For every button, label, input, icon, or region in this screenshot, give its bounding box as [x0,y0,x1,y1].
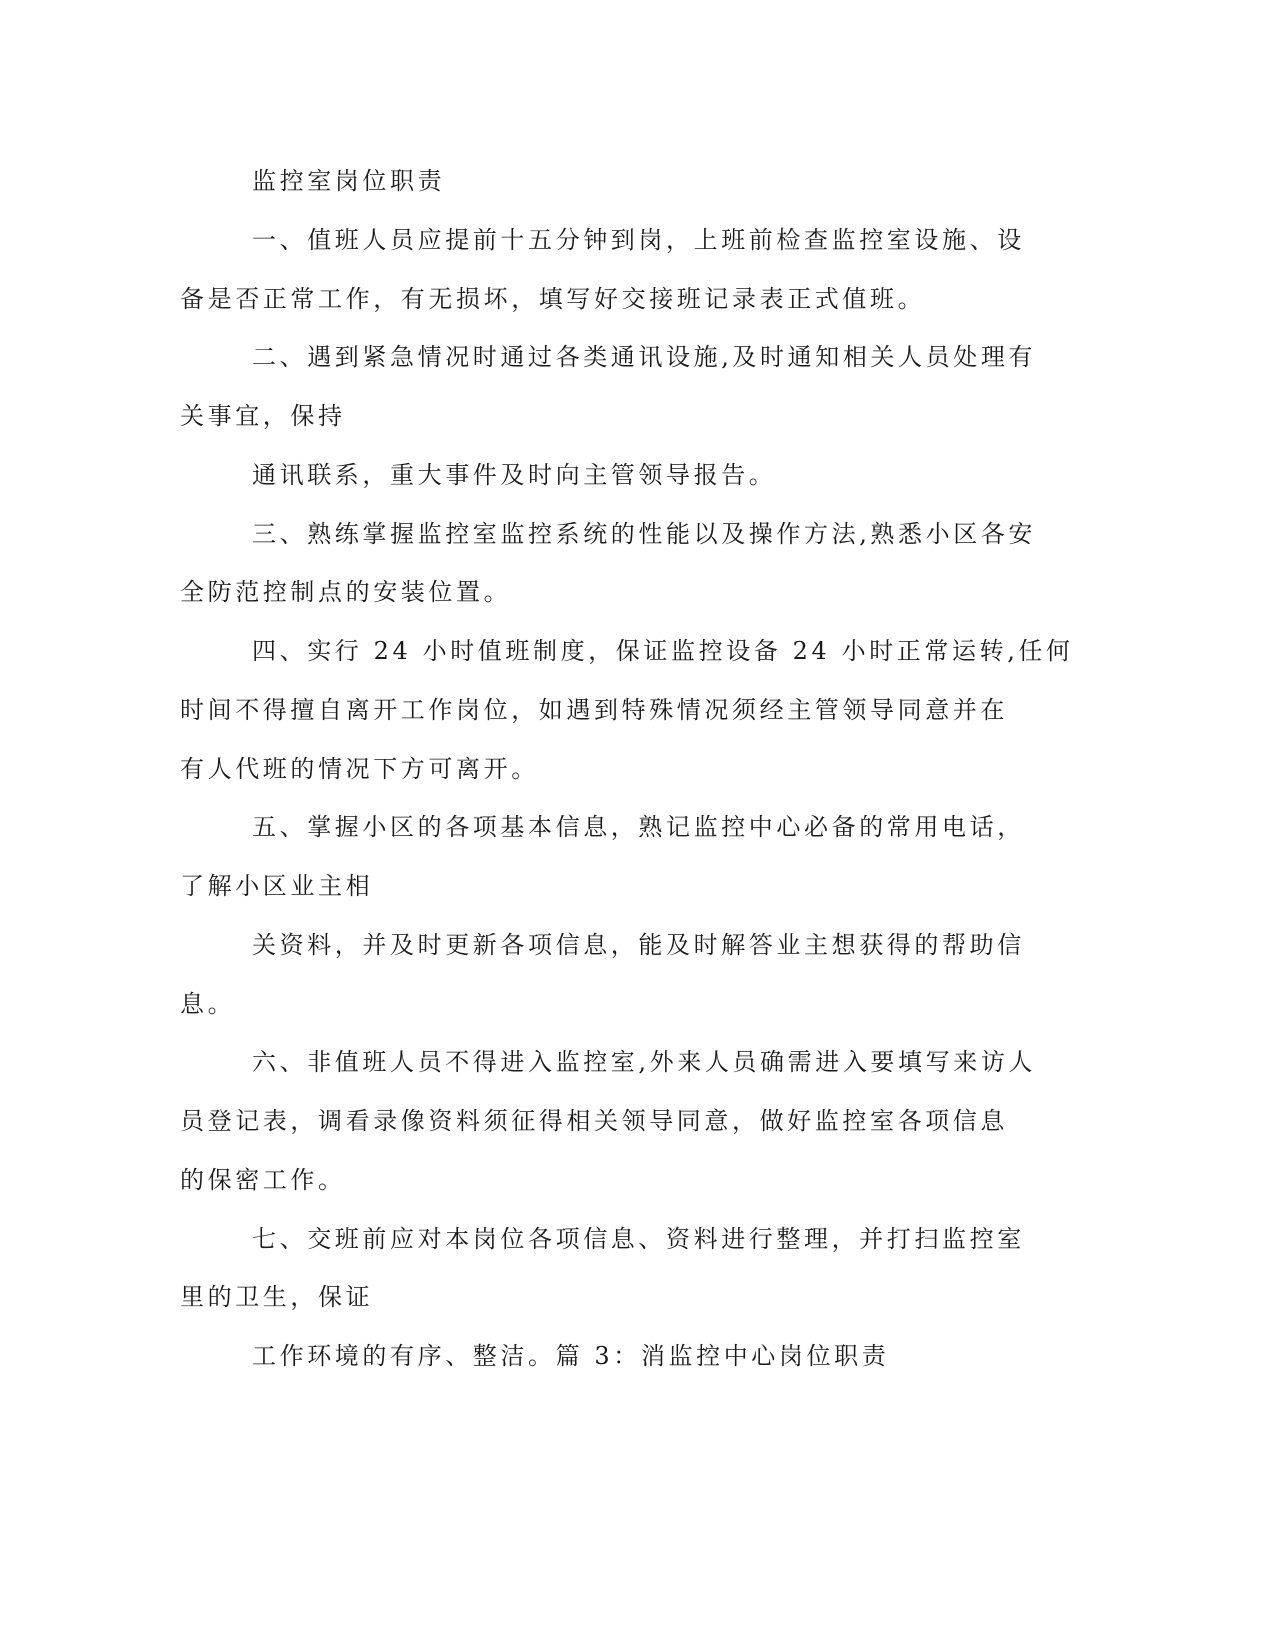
paragraph-line: 备是否正常工作，有无损坏，填写好交接班记录表正式值班。 [180,284,926,313]
paragraph-line: 员登记表，调看录像资料须征得相关领导同意，做好监控室各项信息 [180,1107,1008,1135]
paragraph-line: 二、遇到紧急情况时通过各类通讯设施,及时通知相关人员处理有 [252,343,1037,372]
paragraph-line: 的保密工作。 [180,1165,346,1194]
paragraph-line: 有人代班的情况下方可离开。 [180,754,539,783]
paragraph-line: 五、掌握小区的各项基本信息，熟记监控中心必备的常用电话， [252,813,1025,842]
paragraph-line: 一、值班人员应提前十五分钟到岗，上班前检查监控室设施、设 [252,225,1025,254]
paragraph-line: 时间不得擅自离开工作岗位，如遇到特殊情况须经主管领导同意并在 [180,695,1008,724]
paragraph-line: 里的卫生，保证 [180,1283,374,1312]
paragraph-line: 关资料，并及时更新各项信息，能及时解答业主想获得的帮助信 [252,930,1025,959]
paragraph-line: 了解小区业主相 [180,872,374,900]
paragraph-line: 三、熟练掌握监控室监控系统的性能以及操作方法,熟悉小区各安 [252,519,1037,548]
paragraph-line: 通讯联系，重大事件及时向主管领导报告。 [252,460,777,489]
document-title: 监控室岗位职责 [252,167,446,195]
paragraph-line: 四、实行 24 小时值班制度，保证监控设备 24 小时正常运转,任何 [252,637,1074,665]
paragraph-line: 工作环境的有序、整洁。篇 3：消监控中心岗位职责 [252,1342,890,1370]
paragraph-line: 关事宜，保持 [180,402,346,430]
paragraph-line: 六、非值班人员不得进入监控室,外来人员确需进入要填写来访人 [252,1048,1037,1077]
paragraph-line: 七、交班前应对本岗位各项信息、资料进行整理，并打扫监控室 [252,1224,1025,1253]
paragraph-line: 息。 [180,989,236,1018]
paragraph-line: 全防范控制点的安装位置。 [180,578,512,607]
